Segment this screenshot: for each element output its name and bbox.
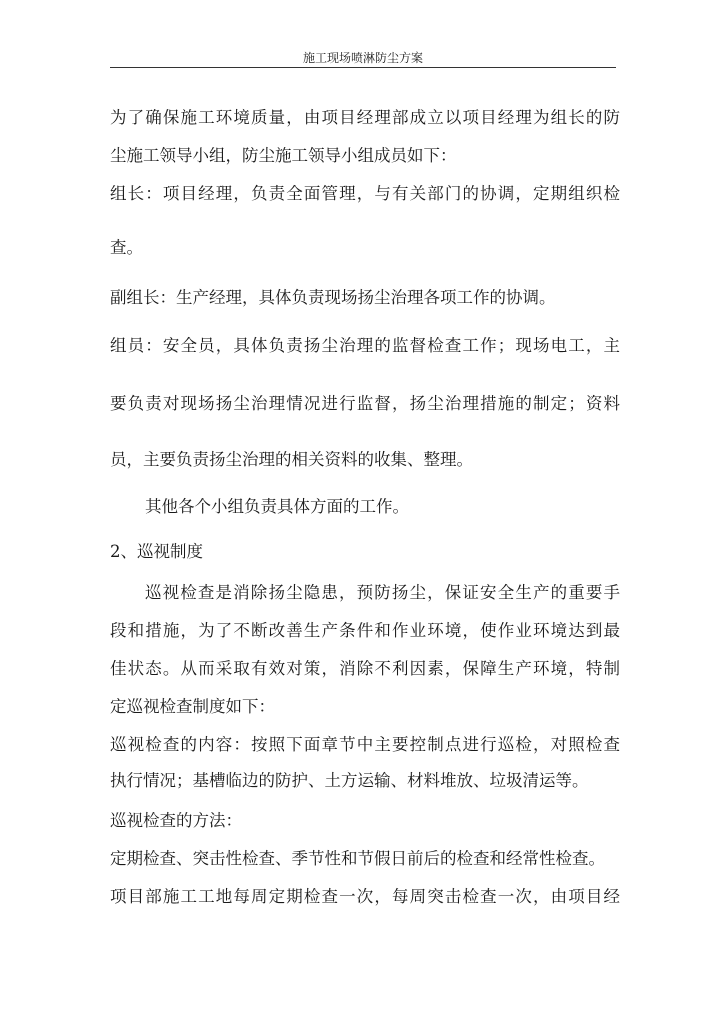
paragraph-line: 巡视检查是消除扬尘隐患，预防扬尘，保证安全生产的重要手 bbox=[145, 583, 620, 602]
paragraph-line: 员，主要负责扬尘治理的相关资料的收集、整理。 bbox=[110, 450, 473, 469]
paragraph-line: 佳状态。从而采取有效对策，消除不利因素，保障生产环境，特制 bbox=[110, 659, 620, 678]
paragraph-line: 定期检查、突击性检查、季节性和节假日前后的检查和经常性检查。 bbox=[110, 849, 605, 868]
paragraph-line: 查。 bbox=[110, 238, 143, 257]
paragraph-line: 巡视检查的内容：按照下面章节中主要控制点进行巡检，对照检查 bbox=[110, 735, 620, 754]
paragraph-line: 巡视检查的方法： bbox=[110, 811, 242, 830]
paragraph-line: 组长：项目经理，负责全面管理，与有关部门的协调，定期组织检 bbox=[110, 184, 620, 203]
paragraph-line: 副组长：生产经理，具体负责现场扬尘治理各项工作的协调。 bbox=[110, 288, 556, 307]
paragraph-line: 项目部施工工地每周定期检查一次，每周突击检查一次，由项目经 bbox=[110, 887, 620, 906]
paragraph-line: 执行情况；基槽临边的防护、土方运输、材料堆放、垃圾清运等。 bbox=[110, 771, 589, 790]
paragraph-line: 尘施工领导小组，防尘施工领导小组成员如下： bbox=[110, 146, 457, 165]
paragraph-line: 要负责对现场扬尘治理情况进行监督，扬尘治理措施的制定；资料 bbox=[110, 394, 620, 413]
paragraph-line: 定巡视检查制度如下： bbox=[110, 697, 275, 716]
paragraph-line: 为了确保施工环境质量，由项目经理部成立以项目经理为组长的防 bbox=[110, 108, 620, 127]
section-heading: 2、巡视制度 bbox=[110, 542, 203, 561]
paragraph-line: 段和措施，为了不断改善生产条件和作业环境，使作业环境达到最 bbox=[110, 621, 620, 640]
header-rule bbox=[110, 67, 616, 68]
paragraph-line: 组员：安全员，具体负责扬尘治理的监督检查工作；现场电工，主 bbox=[110, 336, 620, 355]
page-header: 施工现场喷淋防尘方案 bbox=[302, 51, 423, 65]
paragraph-line: 其他各个小组负责具体方面的工作。 bbox=[145, 497, 409, 516]
